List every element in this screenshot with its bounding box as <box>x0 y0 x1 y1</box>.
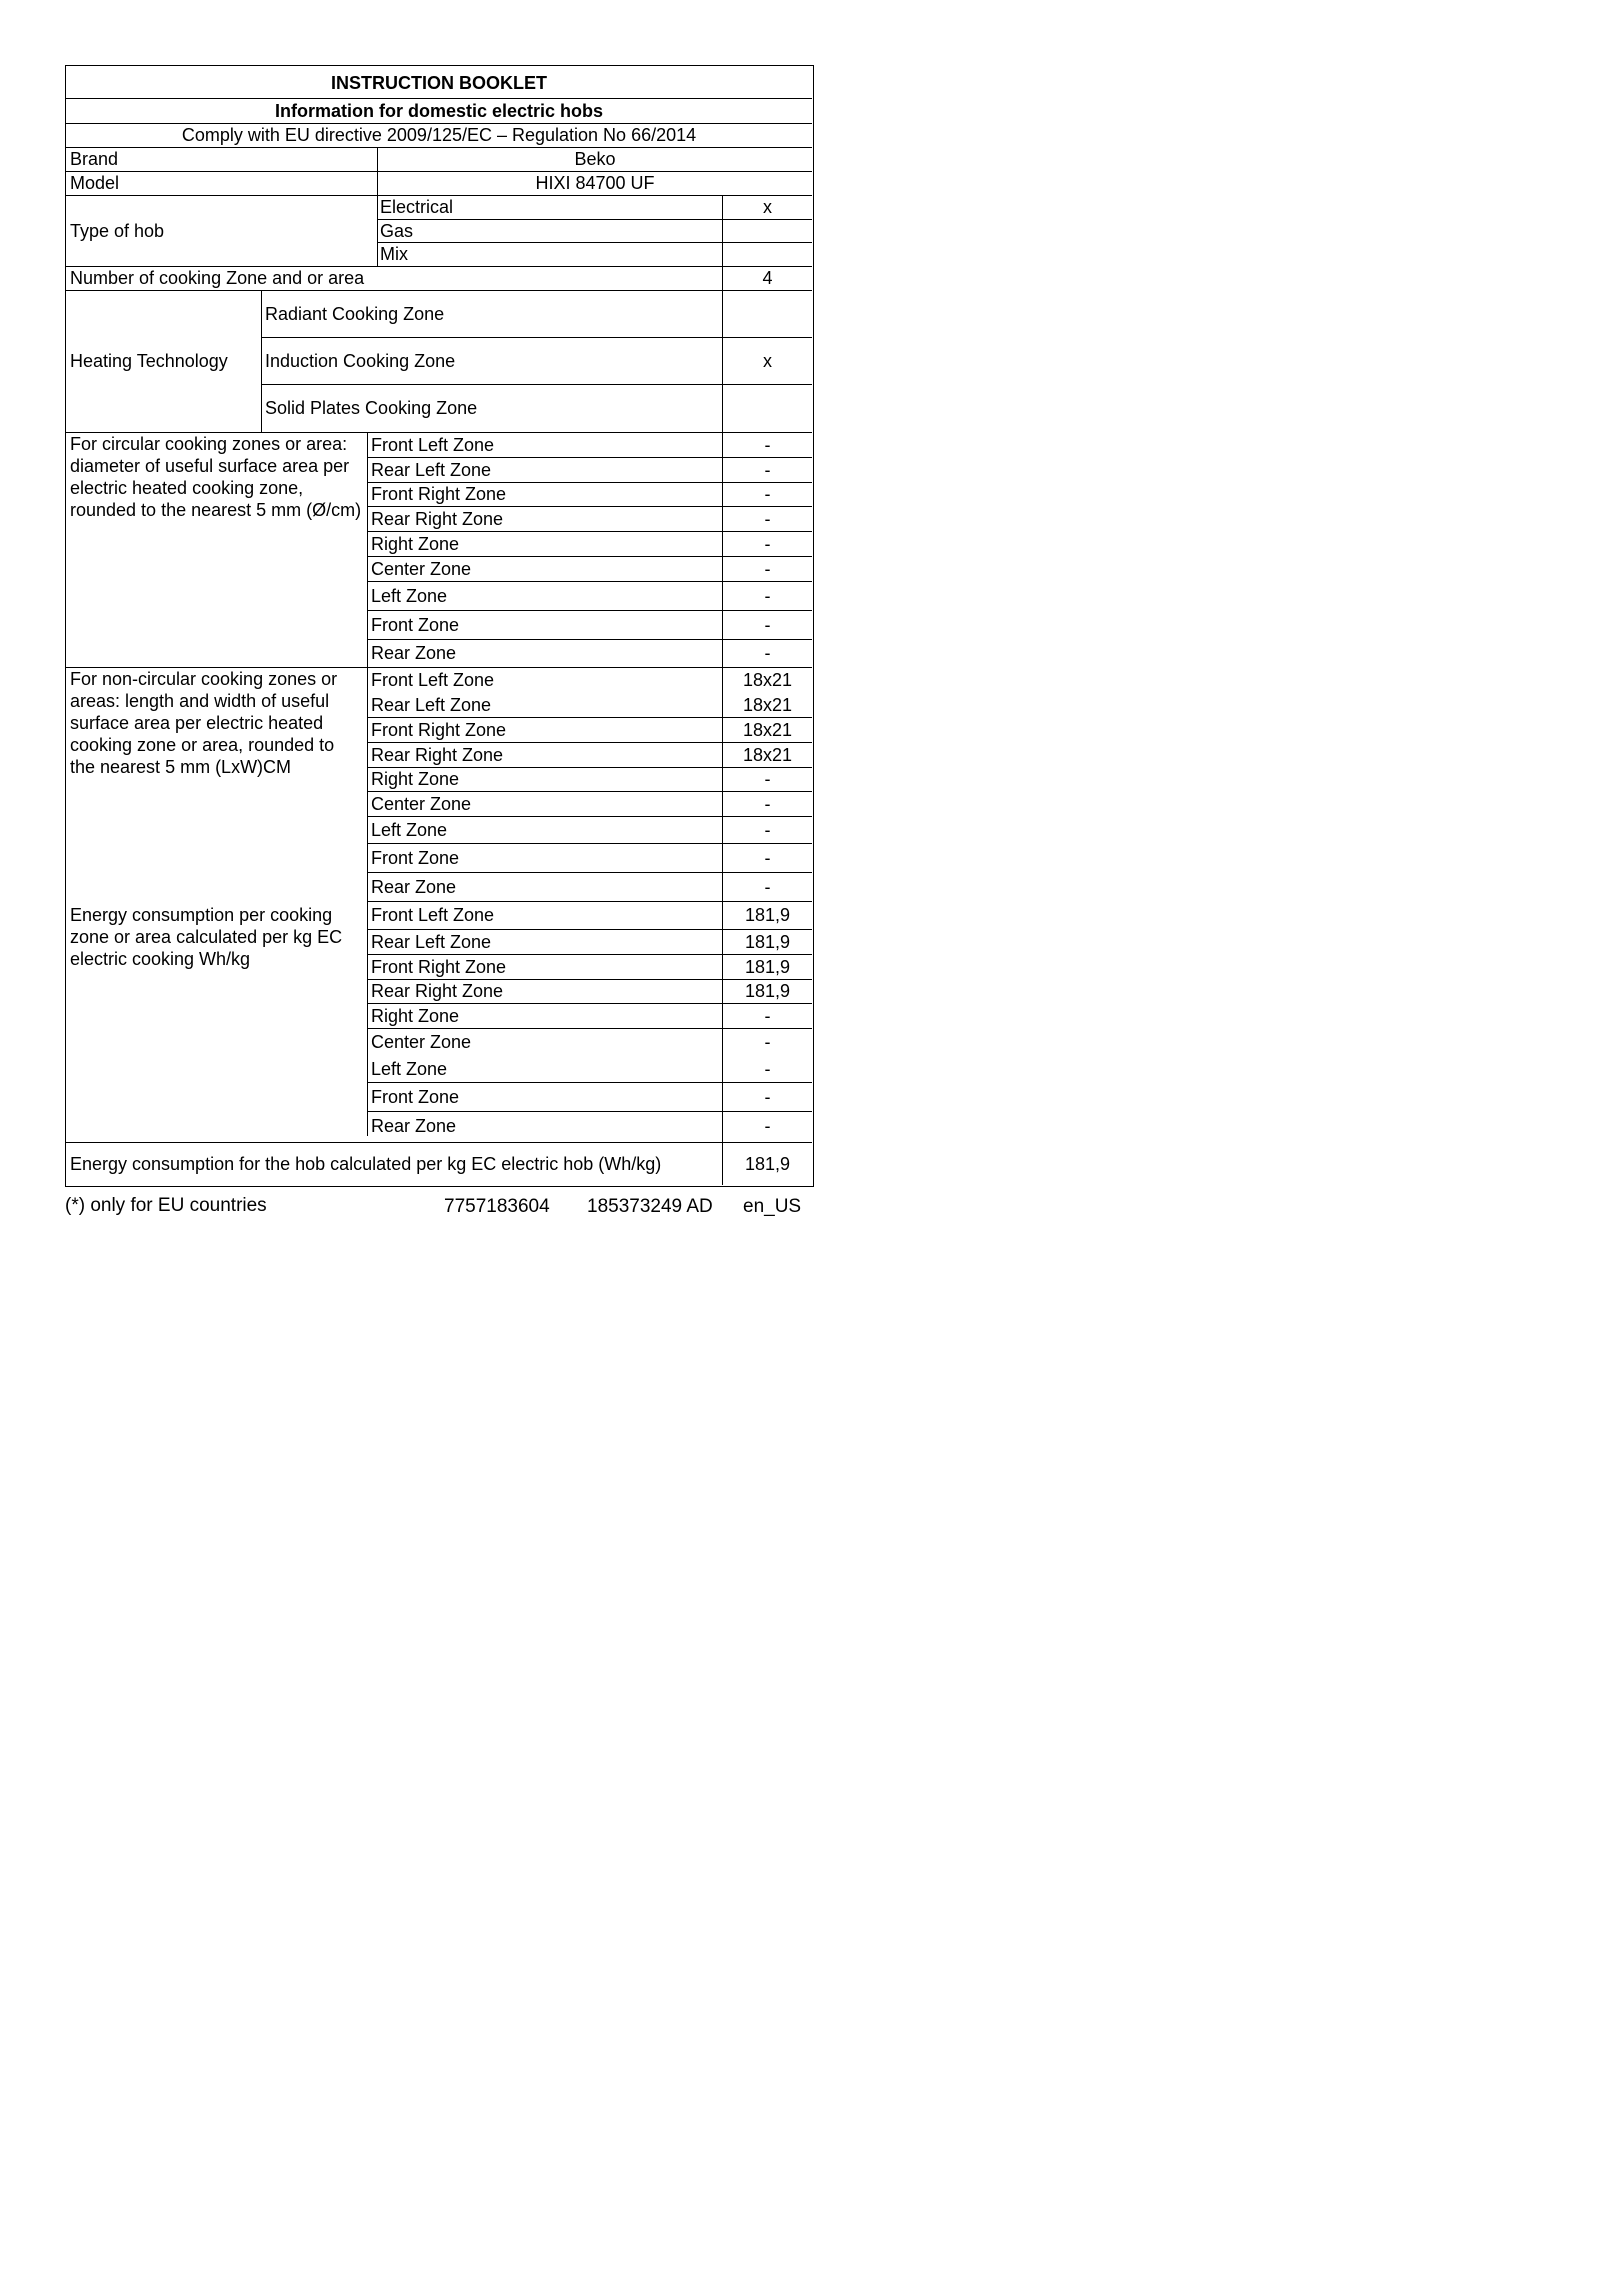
energy-rear-left: Rear Left Zone <box>371 931 492 952</box>
circular-front: Front Zone <box>371 614 460 635</box>
energy-center: Center Zone <box>371 1031 472 1052</box>
noncircular-center-value: - <box>764 793 771 814</box>
heating-induction-value: x <box>763 350 772 371</box>
noncircular-rear-left-value: 18x21 <box>742 694 793 715</box>
energy-center-value: - <box>764 1031 771 1052</box>
hob-type-label: Type of hob <box>70 220 165 241</box>
energy-front-left-value: 181,9 <box>744 905 791 925</box>
energy-front-left: Front Left Zone <box>371 905 495 925</box>
directive-text: Comply with EU directive 2009/125/EC – Regulation No 66/2014 <box>181 125 697 145</box>
footer-note: (*) only for EU countries <box>65 1194 267 1216</box>
noncircular-rear: Rear Zone <box>371 876 457 897</box>
heating-radiant-value <box>723 291 812 337</box>
heating-induction: Induction Cooking Zone <box>265 350 456 371</box>
noncircular-front-right-value: 18x21 <box>742 719 793 740</box>
energy-rear-left-value: 181,9 <box>744 931 791 952</box>
noncircular-zones-label: For non-circular cooking zones or areas: length and width of useful surface area per electric heated cooking zone or area, rounded to the nearest 5 mm (LxW)CM <box>70 669 338 777</box>
heating-solid-plates: Solid Plates Cooking Zone <box>265 398 478 418</box>
circular-front-right-value: - <box>764 484 771 504</box>
noncircular-front-left: Front Left Zone <box>371 669 495 690</box>
noncircular-left-value: - <box>764 819 771 840</box>
hob-info-table <box>65 65 814 1187</box>
circular-rear-right-value: - <box>764 508 771 529</box>
heating-technology-label: Heating Technology <box>70 351 228 371</box>
hob-type-electrical: Electrical <box>380 197 454 217</box>
energy-per-zone-label: Energy consumption per cooking zone or area calculated per kg EC electric cooking Wh/kg <box>70 905 343 969</box>
heating-radiant: Radiant Cooking Zone <box>265 303 445 324</box>
energy-front-right-value: 181,9 <box>744 956 791 977</box>
energy-total-value: 181,9 <box>744 1153 791 1174</box>
energy-rear-right: Rear Right Zone <box>371 981 504 1001</box>
noncircular-left: Left Zone <box>371 819 448 840</box>
circular-left-value: - <box>764 585 771 606</box>
energy-rear-value: - <box>764 1115 771 1136</box>
document-title: INSTRUCTION BOOKLET <box>331 72 547 93</box>
zone-count-label: Number of cooking Zone and or area <box>70 268 365 288</box>
circular-front-left-value: - <box>764 434 771 455</box>
noncircular-front-left-value: 18x21 <box>742 669 793 690</box>
circular-left: Left Zone <box>371 585 448 606</box>
noncircular-rear-left: Rear Left Zone <box>371 694 492 715</box>
energy-total-label: Energy consumption for the hob calculated per kg EC electric hob (Wh/kg) <box>70 1153 662 1174</box>
energy-left: Left Zone <box>371 1058 448 1079</box>
circular-right-value: - <box>764 533 771 554</box>
brand-label: Brand <box>70 149 119 169</box>
circular-zones-label: For circular cooking zones or area: diameter of useful surface area per electric heated cooking zone, rounded to the nearest 5 mm (Ø/cm) <box>70 434 362 520</box>
footer-locale: en_US <box>743 1195 802 1217</box>
noncircular-rear-right: Rear Right Zone <box>371 744 504 765</box>
energy-left-value: - <box>764 1058 771 1079</box>
energy-right-value: - <box>764 1005 771 1026</box>
noncircular-rear-value: - <box>764 876 771 897</box>
hob-type-gas-value <box>723 220 812 242</box>
heating-solid-plates-value <box>723 385 812 432</box>
noncircular-right: Right Zone <box>371 769 460 789</box>
footer-code-1: 7757183604 <box>444 1195 550 1217</box>
energy-front: Front Zone <box>371 1086 460 1107</box>
circular-front-right: Front Right Zone <box>371 484 507 504</box>
circular-rear: Rear Zone <box>371 643 457 663</box>
noncircular-rear-right-value: 18x21 <box>742 744 793 765</box>
energy-right: Right Zone <box>371 1005 460 1026</box>
brand-value: Beko <box>574 149 616 169</box>
circular-center: Center Zone <box>371 558 472 579</box>
circular-center-value: - <box>764 558 771 579</box>
circular-front-value: - <box>764 614 771 635</box>
noncircular-center: Center Zone <box>371 793 472 814</box>
footer-code-2: 185373249 AD <box>587 1195 713 1217</box>
energy-rear: Rear Zone <box>371 1115 457 1136</box>
circular-rear-left-value: - <box>764 459 771 480</box>
energy-front-right: Front Right Zone <box>371 956 507 977</box>
circular-right: Right Zone <box>371 533 460 554</box>
noncircular-front-right: Front Right Zone <box>371 719 507 740</box>
noncircular-right-value: - <box>764 769 771 789</box>
circular-rear-value: - <box>764 643 771 663</box>
hob-type-gas: Gas <box>380 220 414 241</box>
model-value: HIXI 84700 UF <box>535 173 655 193</box>
model-label: Model <box>70 173 120 193</box>
energy-rear-right-value: 181,9 <box>744 981 791 1001</box>
hob-type-electrical-value: x <box>763 197 772 217</box>
energy-front-value: - <box>764 1086 771 1107</box>
noncircular-front-value: - <box>764 847 771 868</box>
hob-type-mix: Mix <box>380 244 408 264</box>
circular-rear-left: Rear Left Zone <box>371 459 492 480</box>
document-subtitle: Information for domestic electric hobs <box>274 100 604 121</box>
noncircular-front: Front Zone <box>371 847 460 868</box>
hob-type-mix-value <box>723 243 812 266</box>
circular-rear-right: Rear Right Zone <box>371 508 504 529</box>
zone-count-value: 4 <box>762 268 773 288</box>
circular-front-left: Front Left Zone <box>371 434 495 455</box>
